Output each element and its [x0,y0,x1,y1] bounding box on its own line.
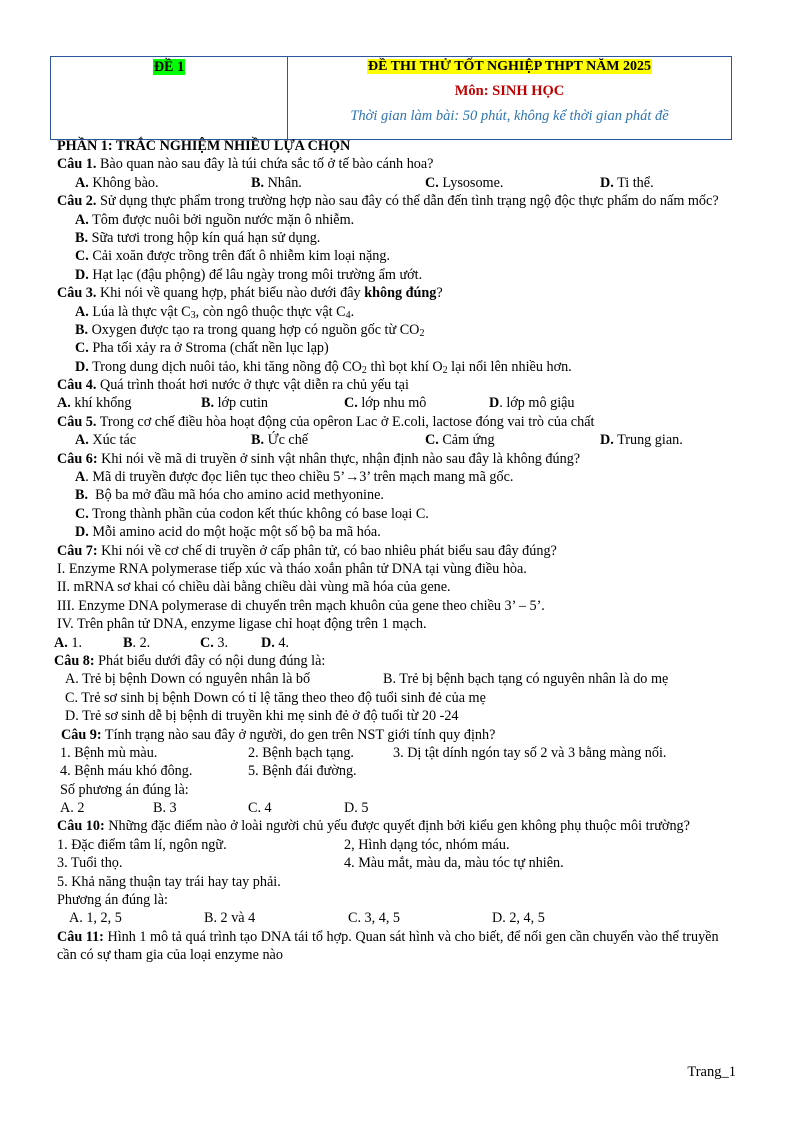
exam-title: ĐỀ THI THỬ TỐT NGHIỆP THPT NĂM 2025 [367,59,652,74]
header-right [288,57,731,139]
exam-subject: Môn: SINH HỌC [454,83,565,99]
question-6: Câu 6: Khi nói về mã di truyền ở sinh vật nhân thực, nhận định nào sau đây là không đúng? [57,450,581,467]
question-3-option-a: A. Lúa là thực vật $C_3$, còn ngô thuộc thực vật $C_4$. [75,303,355,321]
exam-time: Thời gian làm bài: 50 phút, không kể thời gian phát đề [350,108,669,124]
question-6-option-b: B. Bộ ba mở đầu mã hóa cho amino acid methyonine. [75,487,384,504]
question-11: Câu 11: Hình 1 mô tả quá trình tạo DNA tái tổ hợp. Quan sát hình và cho biết, để nối gen cần chuyển vào thể truyền cần có sự tham gia của loại enzyme nào [57,928,719,964]
question-10-options: A. 1, 2, 5 B. 2 và 4 C. 3, 4, 5 D. 2, 4, 5 [69,910,545,927]
question-10-ask: Phương án đúng là: [57,892,168,909]
question-7-statement: II. mRNA sơ khai có chiều dài bằng chiều dài vùng mã hóa của gene. [57,579,451,596]
question-2-option-d: D. Hạt lạc (đậu phộng) để lâu ngày trong môi trường ẩm ướt. [75,266,423,283]
question-7-statement: IV. Trên phân tử DNA, enzyme ligase chỉ hoạt động trên 1 mạch. [57,616,427,633]
page-number: Trang_1 [687,1064,736,1080]
question-8-option-d: D. Trẻ sơ sinh dễ bị bệnh di truyền khi mẹ sinh đẻ ở độ tuổi từ 20 -24 [65,708,459,725]
question-9-choices-row1: 1. Bệnh mù màu. 2. Bệnh bạch tạng. 3. Dị tật dính ngón tay số 2 và 3 bằng màng nối. [60,744,667,761]
question-1-options: A. Không bào. B. Nhân. C. Lysosome. D. Ti thể. [75,174,654,191]
question-7: Câu 7: Khi nói về cơ chế di truyền ở cấp phân tử, có bao nhiêu phát biểu sau đây đúng? [57,542,557,559]
question-7-statement: III. Enzyme DNA polymerase di chuyển trên mạch khuôn của gene theo chiều 3’ – 5’. [57,597,545,614]
question-9: Câu 9: Tính trạng nào sau đây ở người, do gen trên NST giới tính quy định? [61,726,496,743]
question-7-options: A. 1. B. 2. C. 3. D. 4. [54,634,289,651]
question-3: Câu 3. Khi nói về quang hợp, phát biểu nào dưới đây không đúng? [57,285,443,302]
question-8: Câu 8: Phát biểu dưới đây có nội dung đúng là: [54,652,326,669]
question-3-option-c: C. Pha tối xảy ra ở Stroma (chất nền lục lạp) [75,340,329,357]
question-10-choices-row1: 1. Đặc điểm tâm lí, ngôn ngữ. 2, Hình dạng tóc, nhóm máu. [57,836,510,853]
question-2-option-b: B. Sữa tươi trong hộp kín quá hạn sử dụng. [75,229,321,246]
question-2-option-c: C. Cải xoăn được trồng trên đất ô nhiễm kim loại nặng. [75,248,391,265]
question-9-choices-row2: 4. Bệnh máu khó đông. 5. Bệnh đái đường. [60,763,357,780]
question-1: Câu 1. Bào quan nào sau đây là túi chứa sắc tố ở tế bào cánh hoa? [57,156,434,173]
question-3-option-d: D. Trong dung dịch nuôi tảo, khi tăng nồng độ $CO_2$ thì bọt khí $O_2$ lại nổi lên nhiều hơn. [75,358,572,376]
question-4: Câu 4. Quá trình thoát hơi nước ở thực vật diễn ra chủ yếu tại [57,377,409,394]
part-heading: PHẦN 1: TRẮC NGHIỆM NHIỀU LỰA CHỌN [57,138,351,154]
question-5-options: A. Xúc tác B. Ức chế C. Cảm ứng D. Trung gian. [75,432,683,449]
exam-code: ĐỀ 1 [153,59,185,75]
question-5: Câu 5. Trong cơ chế điều hòa hoạt động của opêron Lac ở E.coli, lactose đóng vai trò của chất [57,413,595,430]
question-3-option-b: B. Oxygen được tạo ra trong quang hợp có nguồn gốc từ $CO_2$ [75,321,425,339]
question-6-option-c: C. Trong thành phần của codon kết thúc không có base loại C. [75,505,429,522]
question-9-ask: Số phương án đúng là: [60,781,189,798]
question-4-options: A. khí khổng B. lớp cutin C. lớp nhu mô D. lớp mô giậu [57,395,575,412]
question-2: Câu 2. Sử dụng thực phẩm trong trường hợp nào sau đây có thể dẫn đến tình trạng ngộ độc thực phẩm do nấm mốc? [57,193,719,210]
question-8-options-ab: A. Trẻ bị bệnh Down có nguyên nhân là bố B. Trẻ bị bệnh bạch tạng có nguyên nhân là do mẹ [65,671,669,688]
question-6-option-d: D. Mỗi amino acid do một hoặc một số bộ ba mã hóa. [75,524,381,541]
question-2-option-a: A. Tôm được nuôi bởi nguồn nước mặn ô nhiễm. [75,211,355,228]
question-7-statement: I. Enzyme RNA polymerase tiếp xúc và tháo xoắn phân tử DNA tại vùng điều hòa. [57,561,527,577]
question-10-choice-5: 5. Khả năng thuận tay trái hay tay phải. [57,873,281,890]
question-10: Câu 10: Những đặc điểm nào ở loài người chủ yếu được quyết định bởi kiểu gen không phụ thuộc môi trường? [57,818,690,835]
header-left [51,57,288,139]
header-box [50,56,732,140]
question-8-option-c: C. Trẻ sơ sinh bị bệnh Down có tỉ lệ tăng theo theo độ tuổi sinh đẻ của mẹ [65,689,486,706]
question-9-options: A. 2 B. 3 C. 4 D. 5 [60,800,369,817]
question-10-choices-row2: 3. Tuổi thọ. 4. Màu mắt, màu da, màu tóc tự nhiên. [57,855,564,872]
exam-content [54,137,737,965]
question-6-option-a: A. Mã di truyền được đọc liên tục theo chiều 5’→3’ trên mạch mang mã gốc. [75,469,514,486]
